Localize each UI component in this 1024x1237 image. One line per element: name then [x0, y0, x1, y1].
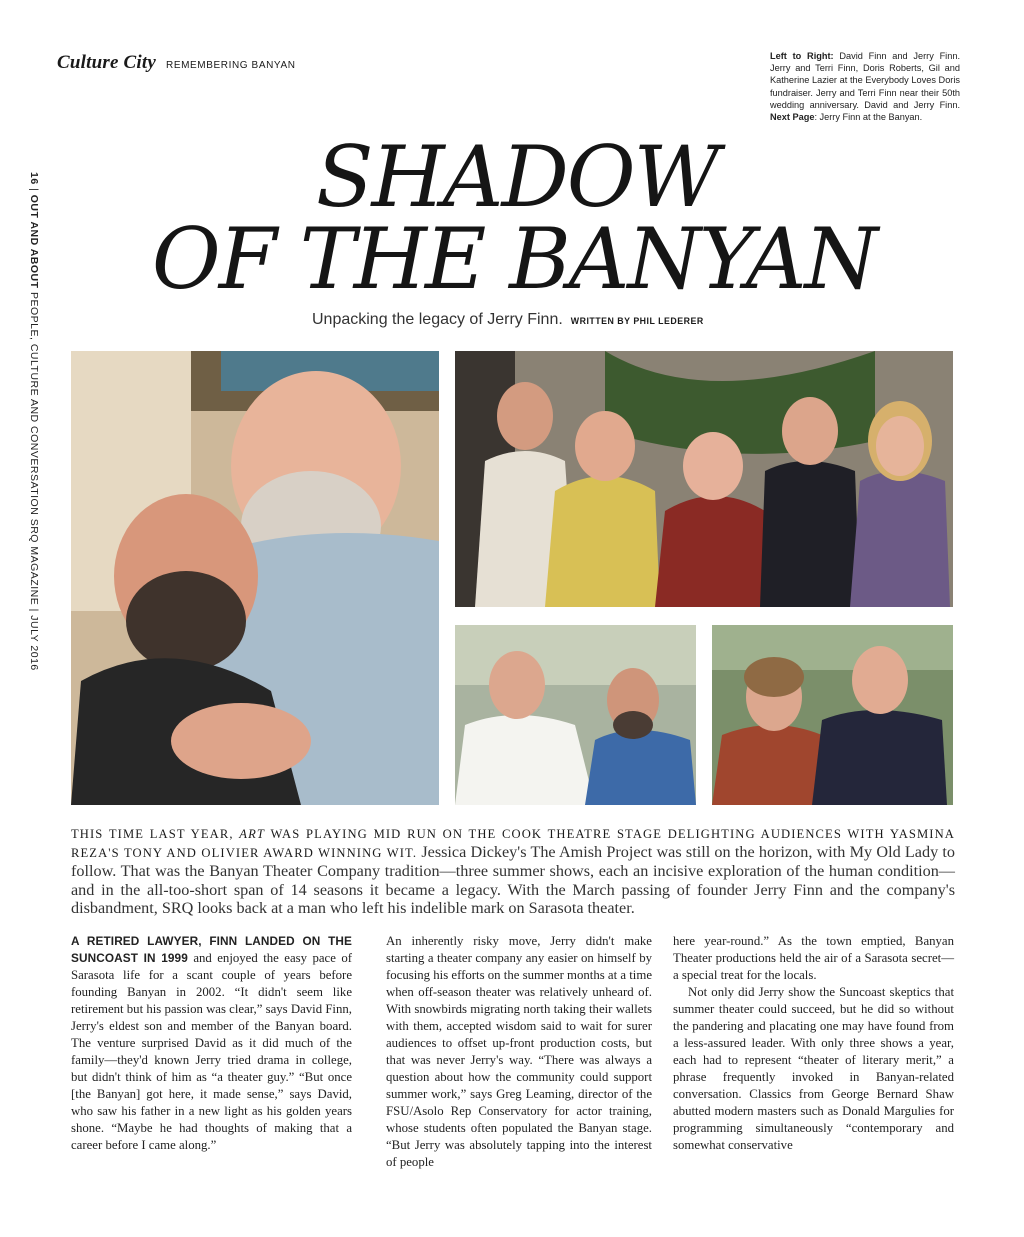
column-paragraph: Not only did Jerry show the Suncoast skeptics that summer theater could succeed, but he did so without the pandering and placating one may have found from a less-assured leader. With only three shows a year, each had to represent “theater of literary merit,” a phrase frequently invoked in Banyan-related conversation. Classics from George Bernard Shaw abutted modern masters such as Donald Margulies for programming simultaneously “contemporary and somewhat conservative — [673, 985, 954, 1152]
portrait-photo — [455, 625, 696, 805]
subtitle-row — [312, 311, 704, 329]
caption-text: David Finn and Jerry Finn. Jerry and Terri Finn, Doris Roberts, Gil and Katherine Lazier at the Everybody Loves Doris fundraiser. Jerry and Terri Finn near their 50th wedding anniversary. David and Jerry Finn. — [770, 51, 960, 110]
group-photo — [455, 351, 953, 607]
column-text: An inherently risky move, Jerry didn't make starting a theater company any easier on himself by focusing his efforts on the summer months at a time when off-season theater was relatively unheard of. With snowbirds migrating north taking their wallets with them, accepted wisdom said to wait for surer audiences to offset up-front production costs, but that was never Jerry's way. “There was always a question about how the community could support summer work,” says Greg Leaming, director of the FSU/Asolo Rep Conservatory for actor training, whose students often populated the Banyan stage. “But Jerry was absolutely tapping into the interest of people — [386, 934, 652, 1169]
article-column-1 — [71, 933, 352, 1154]
photo-caption — [770, 50, 960, 123]
article-column-2 — [371, 933, 652, 1171]
spine-section: OUT AND ABOUT — [28, 194, 40, 289]
intro-caps: THIS TIME LAST YEAR, — [71, 827, 240, 841]
magazine-brand: Culture City — [57, 52, 157, 73]
subtitle: Unpacking the legacy of Jerry Finn. — [312, 311, 563, 328]
column-paragraph: here year-round.” As the town emptied, Banyan Theater productions held the air of a Sarasota secret—a special treat for the locals. — [673, 934, 954, 982]
couple-photo — [712, 625, 953, 805]
page-header — [57, 52, 296, 74]
article-column-3 — [673, 933, 954, 1154]
intro-caps-italic: ART — [239, 827, 265, 841]
caption-next-lead: Next Page — [770, 112, 815, 123]
section-label: REMEMBERING BANYAN — [166, 60, 296, 71]
column-text: and enjoyed the easy pace of Sarasota life for a scant couple of years before founding Banyan in 2002. “It didn't seem like retirement but his passion was clear,” says David Finn, Jerry's eldest son and member of the Banyan board. The venture surprised David as it did much of the family—they'd known Jerry tried drama in college, but didn't think of him as “a theater guy.” “But once [the Banyan] got here, it made sense,” says David, who saw his father in a new light as his golden years shone. “Maybe he had thoughts of making that a career before I came along.” — [71, 951, 352, 1152]
intro-body: Jessica Dickey's The Amish Project was still on the horizon, with My Old Lady to follow. That was the Banyan Theater Company tradition—three summer shows, each an incisive exploration of the human condition—and in the all-too-short span of 14 seasons it became a legacy. With the March passing of founder Jerry Finn and the company's disbandment, SRQ looks back at a man who left his indelible mark on Sarasota theater. — [71, 843, 955, 917]
intro-caps-rest: WAS PLAYING MID RUN ON THE COOK THEATRE STAGE DELIGHTING AUDIENCES WITH YASMINA REZA'S TONY AND OLIVIER AWARD WINNING WIT. — [71, 827, 955, 861]
headline-line-2: OF THE BANYAN — [151, 210, 877, 308]
spine-tagline: PEOPLE, CULTURE AND CONVERSATION SRQ MAGAZINE | JULY 2016 — [28, 288, 40, 671]
column-lead: A RETIRED LAWYER, FINN LANDED ON THE SUNCOAST IN 1999 — [71, 934, 352, 965]
portrait-photo — [71, 351, 439, 805]
headline-line-1: SHADOW — [315, 128, 718, 226]
page-number: 16 — [28, 172, 40, 185]
spine-separator: | — [28, 184, 40, 195]
caption-next-text: : Jerry Finn at the Banyan. — [814, 112, 923, 123]
byline: WRITTEN BY PHIL LEDERER — [570, 316, 704, 326]
caption-lead: Left to Right: — [770, 51, 834, 61]
intro-paragraph — [71, 824, 955, 917]
